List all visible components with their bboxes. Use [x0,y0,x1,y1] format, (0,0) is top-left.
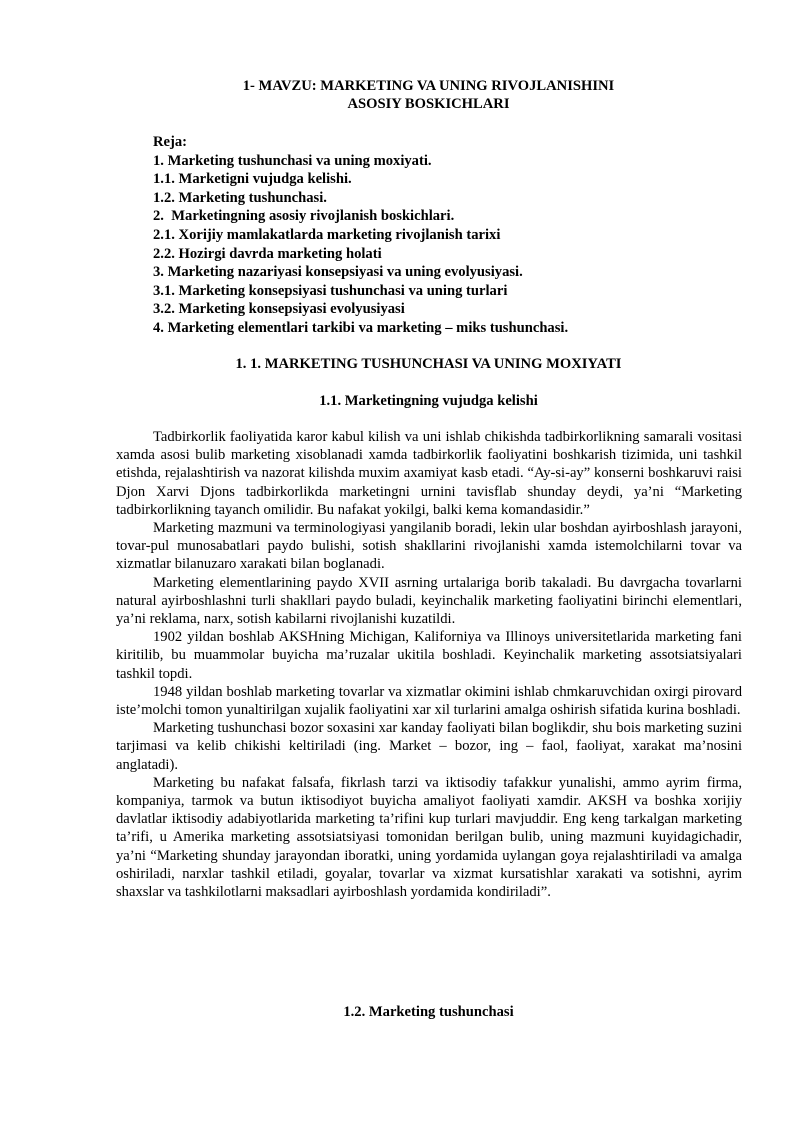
paragraph: Marketing elementlarining paydo XVII asrning urtalariga borib takaladi. Bu davrgacha tovarlarni natural ayirboshlashni turli shakllari paydo buladi, keyinchalik marketing faoliyatini birinchi elementlari, ya’ni reklama, narx, sotish kabilarni rivojlanishi kuzatildi. [116,574,742,628]
plan-item: 2.1. Xorijiy mamlakatlarda marketing rivojlanish tarixi [153,226,501,243]
paragraph: 1948 yildan boshlab marketing tovarlar va xizmatlar okimini ishlab chmkaruvchidan oxirgi pirovard iste’molchi tomon yunaltirilgan xujalik faoliyatini xar xil turlarini amalga oshirish sifatida kurina boshladi. [116,683,742,719]
document-title-line-1: 1- MAVZU: MARKETING VA UNING RIVOJLANISHINI [242,78,615,94]
paragraph: Tadbirkorlik faoliyatida karor kabul kilish va uni ishlab chikishda tadbirkorlikning samarali vositasi xamda asosi bulib marketing xisoblanadi xamda tadbirkorlik faoliyatini boshkarish tizimida, uni tashkil etishda, rejalashtirish va nazorat kilishda muxim axamiyat kasb etadi. “Ay-si-ay” konserni boshkaruvi raisi Djon Xarvi Djons tadbirkorlikda marketingni urnini tavisflab shunday deydi, ya’ni “Marketing tadbirkorlikning tayanch omilidir. Bu nafakat yokilgi, balki kema komandasidir.” [116,429,742,518]
plan-outline [153,133,713,338]
subsection-heading: 1.1. Marketingning vujudga kelishi [319,393,538,409]
section-heading: 1. 1. MARKETING TUSHUNCHASI VA UNING MOXIYATI [235,356,622,372]
plan-item: 3.2. Marketing konsepsiyasi evolyusiyasi [153,301,405,318]
plan-heading: Reja: [153,134,188,150]
plan-item: 2.2. Hozirgi davrda marketing holati [153,245,382,262]
plan-item: 1. Marketing tushunchasi va uning moxiyati. [153,152,432,169]
plan-item: 1.1. Marketigni vujudga kelishi. [153,171,352,188]
document-title-line-2: ASOSIY BOSKICHLARI [347,96,510,112]
paragraph: Marketing tushunchasi bozor soxasini xar kanday faoliyati bilan boglikdir, shu bois marketing suzini tarjimasi va kelib chikishi keltiriladi (ing. Market – bozor, ing – faol, faoliyat, xarakat ma’nosini anglatadi). [116,720,742,773]
paragraph: Marketing bu nafakat falsafa, fikrlash tarzi va iktisodiy tafakkur yunalishi, ammo ayrim firma, kompaniya, tarmok va butun iktisodiyot buyicha amaliyot faoliyati xamdir. AKSH va boshka xorijiy davlatlar iktisodiy adabiyotlarida marketing ta’rifini kup turlari mavjuddir. Eng keng tarkalgan marketing ta’rifi, u Amerika marketing assotsiatsiyasi tomonidan berilgan bulib, uning mazmuni kuyidagichadir, ya’ni “Marketing shunday jarayondan iboratki, uning yordamida uylangan goya rejalashtiriladi va amalga oshiriladi, narxlar tashkil etiladi, goyalar, tovarlar va xizmat kursatishlar xarakati va sotishni, ayrim shaxslar va tashkilotlarni maksadlari ayirboshlash yordamida kondiriladi”. [116,774,742,901]
plan-item: 4. Marketing elementlari tarkibi va marketing – miks tushunchasi. [153,319,569,336]
plan-item: 2. Marketingning asosiy rivojlanish boskichlari. [153,208,455,225]
plan-item: 1.2. Marketing tushunchasi. [153,189,327,206]
paragraph: Marketing mazmuni va terminologiyasi yangilanib boradi, lekin ular boshdan ayirboshlash jarayoni, tovar-pul munosabatlari paydo bulishi, sotish shakllarini rivojlanishi xamda istemolchilarni tovar va xizmatlar bilanuzaro xarakati bilan boglanadi. [116,520,742,573]
next-subsection-heading: 1.2. Marketing tushunchasi [343,1004,514,1020]
paragraph: 1902 yildan boshlab AKSHning Michigan, Kaliforniya va Illinoys universitetlarida marketing fani kiritilib, bu muammolar buyicha ma’ruzalar ukitila boshladi. Keyinchalik marketing assotsiatsiyalari tashkil topdi. [116,629,742,682]
body-text [116,428,742,901]
plan-item: 3. Marketing nazariyasi konsepsiyasi va uning evolyusiyasi. [153,264,523,281]
document-title [150,77,707,113]
plan-item: 3.1. Marketing konsepsiyasi tushunchasi va uning turlari [153,282,508,299]
